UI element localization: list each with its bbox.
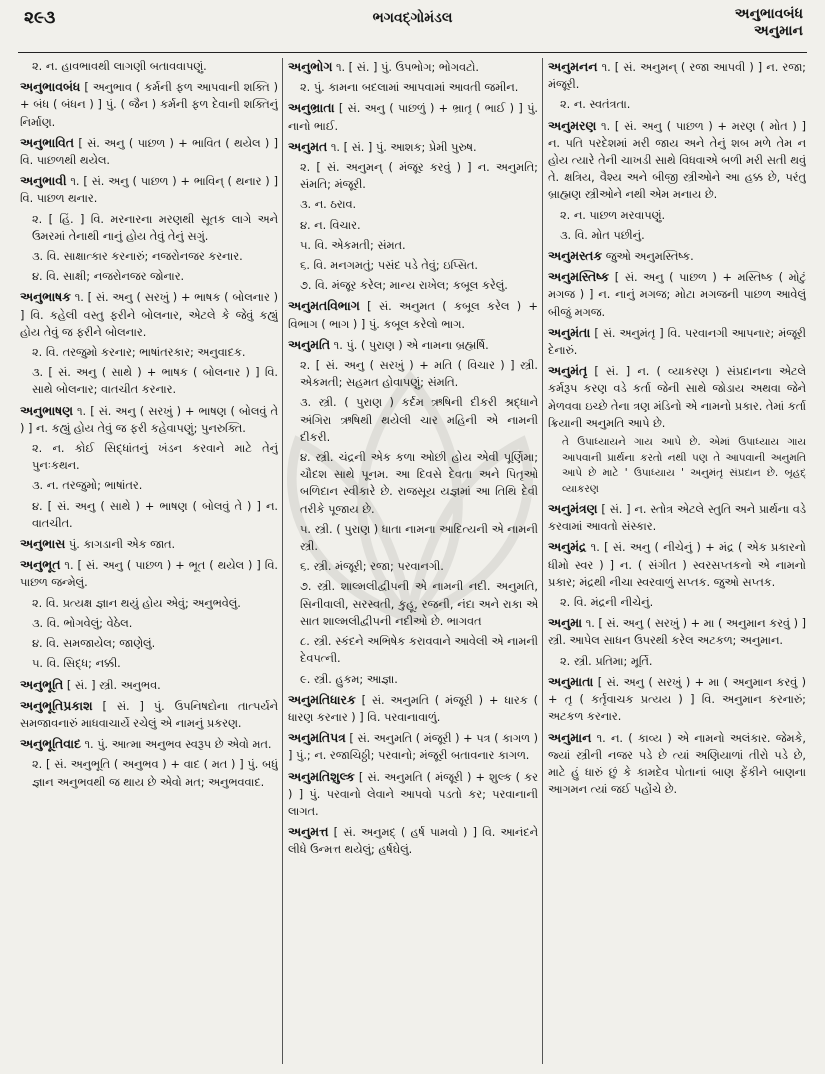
definition-text: ૨. ન. સ્વતંત્રતા.	[560, 98, 631, 112]
definition-text: [ સં. ] ન. ( વ્યાકરણ ) સંપ્રદાનના એટલે કર્મરૂપ કરણ વડે કર્તા જેની સાથે જોડાય અથવા જેને મેળવવા ઇચ્છે તેના ત્રણ મંડિનો એ નામનો પ્રકાર. તેમાં કર્તા ક્રિયાની અનુમતિ આપે છે.	[548, 365, 806, 430]
headword: અનુભૂત	[20, 557, 61, 573]
dictionary-entry	[548, 247, 806, 265]
headword: અનુભાસ	[20, 536, 66, 552]
definition-text: ૧. [ સં. ] પું. ઉપભોગ; ભોગવટો.	[332, 61, 480, 74]
sense-line	[300, 671, 538, 688]
dictionary-entry	[20, 134, 278, 169]
headword: અનુભૂતિ	[20, 676, 64, 692]
sense-line	[32, 615, 278, 632]
definition-text: [ સં. અનુમતિ ( મંજૂરી ) + પત્ર ( કાગળ ) ] પું.; ન. રજાચિઠ્ઠી; પરવાનો; મંજૂરી બતાવનાર કાગળ.	[288, 732, 538, 763]
headword: અનુભાષણ	[20, 402, 73, 418]
dictionary-column-1	[20, 58, 278, 1066]
definition-text: ૨. ન. પાછળ મરવાપણું.	[560, 208, 666, 222]
sense-line	[300, 558, 538, 575]
sense-line	[32, 655, 278, 672]
sense-line	[560, 653, 806, 670]
definition-text: ૨. વિ. પ્રત્યક્ષ જ્ઞાન થયું હોય એવું; અનુભવેલું.	[32, 596, 241, 610]
definition-text: તે ઉપાધ્યાયને ગાય આપે છે. એમાં ઉપાધ્યાય ગાય આપવાની પ્રાર્થના કરતો નથી પણ તે આપવાની અનુમતિ આપે છે માટે ' ઉપાધ્યાય ' અનુમંતૃ સંપ્રદાન છે. બૃહદ્ વ્યાકરણ	[562, 436, 806, 495]
sense-line	[560, 207, 806, 224]
definition-text: ૨. સ્ત્રી. પ્રતિમા; મૂર્તિ.	[560, 654, 653, 668]
sense-line	[300, 394, 538, 446]
sense-line	[32, 635, 278, 652]
dictionary-entry	[20, 535, 278, 553]
definition-text: ૩. [ સં. અનુ ( સાથે ) + ભાષક ( બોલનાર ) ] વિ. સાથે બોલનાર; વાતચીત કરનાર.	[32, 366, 278, 397]
definition-text: [ સં. ] પું. ઉપનિષદોના તાત્પર્યને સમજાવનારું માધવાચાર્યે રચેલું એ નામનું પ્રકરણ.	[20, 699, 278, 730]
definition-text: ૨. વિ. તરજુમો કરનાર; ભાષાંતરકાર; અનુવાદક.	[32, 346, 246, 360]
definition-text: ૨. [ સં. અનુમન્ ( મંજૂર કરવું ) ] ન. અનુમતિ; સંમતિ; મંજૂરી.	[300, 161, 538, 192]
column-divider-2	[542, 58, 543, 1064]
sense-line	[300, 449, 538, 518]
dictionary-entry	[548, 117, 806, 204]
definition-text: ૨. પું. કામના બદલામાં આપવામાં આવતી જમીન.	[300, 81, 519, 95]
sense-line	[300, 633, 538, 667]
definition-text: ૧. [ સં. અનુમન્ ( રજા આપવી ) ] ન. રજા; મંજૂરી.	[548, 61, 806, 92]
headword: અનુમસ્તક	[548, 248, 603, 264]
dictionary-entry	[288, 99, 538, 134]
headword: અનુમસ્તિષ્ક	[548, 269, 610, 285]
guide-words	[735, 6, 803, 40]
headword: અનુભ્રાતા	[288, 100, 335, 116]
headword: અનુમંતૃ	[548, 363, 588, 379]
definition-text: ૧. પું. આત્મા અનુભવ સ્વરૂપ છે એવો મત.	[80, 738, 272, 752]
sense-line	[32, 498, 278, 532]
sense-line	[300, 578, 538, 630]
definition-text: ૭. સ્ત્રી. શાલ્મલીદ્વીપની એ નામની નદી. અનુમતિ, સિનીવાલી, સરસ્વતી, કુહૂ, રજની, નંદા અને રાકા એ સાત શાલ્મલીદ્વીપની નદીઓ છે. ભાગવત	[300, 580, 538, 628]
definition-text: ૨. ન. હાવભાવથી લાગણી બતાવવાપણું.	[32, 60, 207, 73]
definition-text: ૬. વિ. મનગમતું; પસંદ પડે તેવું; ઇપ્સિત.	[300, 259, 478, 273]
headword: અનુમતિપત્ર	[288, 730, 346, 746]
dictionary-entry	[288, 768, 538, 821]
headword: અનુભૂતિવાદ	[20, 736, 81, 752]
definition-text: ૬. સ્ત્રી. મંજૂરી; રજા; પરવાનગી.	[300, 560, 444, 574]
definition-text: ૧. [ સં. અનુ ( પાછળ ) + ભાવિન્ ( થનાર ) ] વિ. પાછળ થનાર.	[20, 175, 278, 206]
dictionary-entry	[548, 268, 806, 321]
dictionary-entry	[20, 402, 278, 437]
definition-text: ૮. સ્ત્રી. સ્કંદને અભિષેક કરાવવાને આવેલી એ નામની દેવપત્ની.	[300, 635, 538, 666]
headword: અનુમત્ત	[288, 824, 329, 840]
headword: અનુમનન	[548, 59, 598, 74]
definition-text: [ સં. અનુમત ( કબૂલ કરેલ ) + વિભાગ ( ભાગ ) ] પું. કબૂલ કરેલો ભાગ.	[288, 300, 538, 331]
definition-text: ૩. ન. ઠરાવ.	[300, 198, 357, 212]
definition-text: ૩. વિ. મોત પછીનું.	[560, 228, 645, 242]
dictionary-column-2	[288, 58, 538, 1066]
dictionary-entry	[288, 58, 538, 76]
guide-word-last: અનુમાન	[754, 23, 803, 39]
dictionary-entry	[548, 614, 806, 649]
definition-text: ૪. વિ. સમજાયેલ; જાણેલું.	[32, 637, 156, 651]
sense-line	[32, 248, 278, 265]
dictionary-entry	[548, 324, 806, 359]
dictionary-entry	[20, 697, 278, 732]
sense-line	[300, 257, 538, 274]
dictionary-entry	[548, 58, 806, 93]
definition-text: ૪. ન. વિચાર.	[300, 218, 361, 232]
sense-line	[32, 268, 278, 285]
definition-text: [ સં. અનુમતિ ( મંજૂરી ) + શુલ્ક ( કર ) ] પું. પરવાનો લેવાને આપવો પડતો કર; પરવાનાની લાગત.	[288, 770, 538, 818]
definition-text: ૧. [ સં. અનુ ( સરખું ) + ભાષક ( બોલનાર ) ] વિ. કહેલી વસ્તુ ફરીને બોલનાર, એટલે કે જેવું કહ્યું હોય તેવું જ ફરીને બોલનાર.	[20, 291, 278, 339]
running-title: ભગવદ્ગોમંડલ	[372, 10, 453, 26]
definition-text: ૩. વિ. સાક્ષાત્કાર કરનારું; નજરોનજર કરનાર.	[32, 250, 243, 264]
definition-text: ૭. વિ. મંજૂર કરેલ; માન્ય રાખેલ; કબૂલ કરેલું.	[300, 279, 508, 293]
headword: અનુભોગ	[288, 59, 333, 74]
sense-line	[560, 227, 806, 244]
definition-text: ૨. [ સં. અનુ ( સરખું ) + મતિ ( વિચાર ) ] સ્ત્રી. એકમતી; સહમત હોવાપણું; સંમતિ.	[300, 359, 538, 390]
definition-text: [ સં. અનુમંતૃ ] વિ. પરવાનગી આપનાર; મંજૂરી દેનારું.	[548, 326, 806, 358]
dictionary-entry	[20, 556, 278, 591]
dictionary-column-3	[548, 58, 806, 1066]
definition-text: ૩. ન. તરજુમો; ભાષાંતર.	[32, 479, 143, 493]
headword: અનુમતિ	[288, 336, 331, 352]
header-rule	[18, 52, 807, 53]
definition-text: [ સં. ] સ્ત્રી. અનુભવ.	[63, 678, 161, 692]
sense-line	[32, 595, 278, 612]
usage-example	[562, 435, 806, 497]
definition-text: ૧. ન. ( કાવ્ય ) એ નામનો અલંકાર. જેમકે, જ્યાં સ્ત્રીની નજર પડે છે ત્યાં અણિયાળાં તીરો પડે છે, માટે હું ધારું છું કે કામદેવ પોતાનાં બાણ ફેંકીને બાણના આગમન ત્યાં જઈ પહોંચે છે.	[548, 731, 806, 797]
headword: અનુમાન	[548, 729, 592, 745]
sense-line	[560, 96, 806, 113]
definition-text: ૨. ન. કોઈ સિદ્ધાંતનું ખંડન કરવાને માટે તેનું પુનઃકથન.	[32, 442, 278, 473]
definition-text: ૩. સ્ત્રી. ( પુરાણ ) કર્દમ ઋષિની દીકરી શ્રદ્ધાને અંગિરા ઋષિથી થયેલી ચાર મહિની એ નામની દીકરી.	[300, 396, 538, 444]
sense-line	[32, 477, 278, 494]
headword: અનુમતિધારક	[288, 691, 356, 707]
dictionary-entry	[548, 500, 806, 535]
sense-line	[300, 79, 538, 96]
column-divider-1	[282, 58, 283, 1064]
definition-text: ૧. [ સં. અનુ ( નીચેનું ) + મંદ્ર ( એક પ્રકારનો ધીમો સ્વર ) ] ન. ( સંગીત ) સ્વરસપ્તકનો એ નામનો પ્રકાર; મંદ્રથી નીચા સ્વરવાળું સપ્તક. જુઓ સપ્તક.	[548, 541, 806, 589]
headword: અનુભાવિત	[20, 134, 74, 150]
definition-text: [ સં. અનુ ( પાછળું ) + ભ્રાતૃ ( ભાઈ ) ] પું. નાનો ભાઈ.	[288, 102, 538, 133]
sense-line	[32, 440, 278, 474]
sense-line	[300, 217, 538, 234]
sense-line	[32, 211, 278, 245]
dictionary-entry	[20, 735, 278, 753]
headword: અનુભૂતિપ્રકાશ	[20, 697, 93, 713]
definition-text: ૨. [ સં. અનુભૂતિ ( અનુભવ ) + વાદ ( મત ) ] પું. બધું જ્ઞાન અનુભવથી જ થાય છે એવો મત; અનુભવવાદ.	[32, 758, 278, 789]
dictionary-entry	[288, 297, 538, 332]
headword: અનુમંતા	[548, 324, 591, 340]
definition-text: ૫. વિ. એકમતી; સંમત.	[300, 238, 406, 252]
definition-text: ૨. વિ. મંદ્રની નીચેનું.	[560, 596, 654, 610]
headword: અનુમરણ	[548, 117, 597, 133]
definition-text: પું. કાગડાની એક જાત.	[65, 538, 176, 552]
headword: અનુમંત્રણ	[548, 501, 598, 517]
dictionary-entry	[548, 362, 806, 432]
dictionary-entry	[548, 729, 806, 799]
definition-text: [ સં. ] ન. સ્તોત્ર એટલે સ્તુતિ અને પ્રાર્થના વડે કરવામાં આવતો સંસ્કાર.	[548, 503, 806, 534]
definition-text: ૫. સ્ત્રી. ( પુરાણ ) ધાતા નામના આદિત્યની એ નામની સ્ત્રી.	[300, 522, 538, 554]
definition-text: ૪. વિ. સાક્ષી; નજરોનજર જોનાર.	[32, 270, 185, 284]
headword: અનુમા	[548, 615, 583, 631]
sense-line	[560, 594, 806, 611]
definition-text: [ સં. અનુ ( પાછળ ) + ભાવિત ( થયેલ ) ] વિ. પાછળથી થયેલ.	[20, 136, 278, 168]
dictionary-entry	[20, 172, 278, 207]
definition-text: [ સં. અનુ ( પાછળ ) + મસ્તિષ્ક ( મોટું મગજ ) ] ન. નાનું મગજ; મોટા મગજની પાછળ આવેલું બીજું મગજ.	[548, 271, 806, 319]
sense-line	[300, 196, 538, 213]
headword: અનુમતવિભાગ	[288, 298, 360, 314]
sense-line	[32, 756, 278, 790]
definition-text: ૧. [ સં. ] પું. આશક; પ્રેમી પુરુષ.	[327, 140, 477, 154]
headword: અનુમતિશુલ્ક	[288, 768, 355, 784]
dictionary-entry	[20, 78, 278, 131]
dictionary-entry	[288, 729, 538, 764]
definition-text: [ અનુભાવ ( કર્મની ફળ આપવાની શક્તિ ) + બંધ ( બંધન ) ] પું. ( જૈન ) કર્મની ફળ દેવાની શક્તિનું નિર્માણ.	[20, 81, 278, 129]
definition-text: ૧. [ સં. અનુ ( પાછળ ) + ભૂત ( થયેલ ) ] વિ. પાછળ જન્મેલું.	[20, 559, 278, 590]
headword: અનુભાવબંધ	[20, 79, 81, 95]
definition-text: જુઓ અનુમસ્તિષ્ક.	[602, 250, 694, 264]
headword: અનુમત	[288, 138, 328, 154]
sense-line	[300, 277, 538, 294]
definition-text: ૫. વિ. સિદ્ધ; નક્કી.	[32, 657, 121, 671]
definition-text: ૯. સ્ત્રી. હુકમ; આજ્ઞા.	[300, 672, 398, 686]
definition-text: [ સં. અનુ ( સરખું ) + મા ( અનુમાન કરવું ) + તૃ ( કર્તૃવાચક પ્રત્યય ) ] વિ. અનુમાન કરનારું; અટકળ કરનાર.	[548, 675, 806, 724]
dictionary-entry	[20, 288, 278, 341]
sense-line	[32, 364, 278, 398]
sense-line	[300, 159, 538, 193]
headword: અનુભાષક	[20, 289, 71, 305]
definition-text: ૨. [ હિં. ] વિ. મરનારના મરણથી સૂતક લાગે અને ઉમરમાં તેનાથી નાનું હોય તેવું તેનું સગું.	[32, 212, 278, 243]
definition-text: ૪. સ્ત્રી. ચંદ્રની એક કળા ઓછી હોય એવી પૂર્ણિમા; ચૌદશ સાથે પૂનમ. આ દિવસે દેવતા અને પિતૃઓ બળિદાન સ્વીકારે છે. રાજસૂય યજ્ઞમાં આ તિથિ દેવી તરીકે પૂજાય છે.	[300, 451, 538, 516]
definition-text: ૧. [ સં. અનુ ( પાછળ ) + મરણ ( મોત ) ] ન. પતિ પરદેશમાં મરી જાય અને તેનું શબ મળે તેમ ન હોય ત્યારે તેની ચાખડી સાથે વિધવાએ બળી મરી સતી થવું તે. ક્ષત્રિય, વૈશ્ય અને બીજી સ્ત્રીઓને આ હક્ક છે, પરંતુ બ્રાહ્મણ સ્ત્રીઓને નથી એમ મનાય છે.	[548, 119, 806, 202]
headword: અનુભાવી	[20, 173, 67, 189]
definition-text: [ સં. અનુમતિ ( મંજૂરી ) + ધારક ( ધારણ કરનાર ) ] વિ. પરવાનાવાળું.	[288, 693, 538, 724]
sense-line	[300, 521, 538, 555]
dictionary-entry	[288, 823, 538, 858]
dictionary-entry	[20, 676, 278, 694]
definition-text: ૧. [ સં. અનુ ( સરખું ) + મા ( અનુમાન કરવું ) ] સ્ત્રી. આપેલ સાધન ઉપરથી કરેલ અટકળ; અનુમાન.	[548, 617, 806, 648]
headword: અનુમંદ્ર	[548, 539, 587, 555]
page-header	[0, 0, 825, 44]
definition-text: ૧. [ સં. અનુ ( સરખું ) + ભાષણ ( બોલવું તે ) ] ન. કહ્યું હોય તેવું જ ફરી કહેવાપણું; પુનરુક્તિ.	[20, 404, 278, 435]
sense-line	[300, 357, 538, 391]
dictionary-entry	[288, 691, 538, 726]
headword: અનુમાતા	[548, 673, 594, 689]
definition-text: ૧. પું. ( પુરાણ ) એ નામના બ્રહ્મર્ષિ.	[330, 338, 489, 352]
sense-line	[32, 344, 278, 361]
page-number: ૨૯૩	[24, 8, 56, 28]
definition-text: [ સં. અનુમદ્ ( હર્ષ પામવો ) ] વિ. આનંદને લીધે ઉન્મત્ત થયેલું; હર્ષઘેલું.	[288, 826, 538, 857]
definition-text: ૪. [ સં. અનુ ( સાથે ) + ભાષણ ( બોલવું તે ) ] ન. વાતચીત.	[32, 499, 278, 530]
sense-line	[300, 237, 538, 254]
definition-text: ૩. વિ. ભોગવેલું; વેઠેલ.	[32, 616, 133, 630]
dictionary-entry	[288, 336, 538, 354]
sense-line	[32, 58, 278, 75]
dictionary-entry	[288, 138, 538, 156]
guide-word-first: અનુભાવબંધ	[734, 6, 803, 22]
dictionary-entry	[548, 673, 806, 726]
dictionary-entry	[548, 538, 806, 591]
